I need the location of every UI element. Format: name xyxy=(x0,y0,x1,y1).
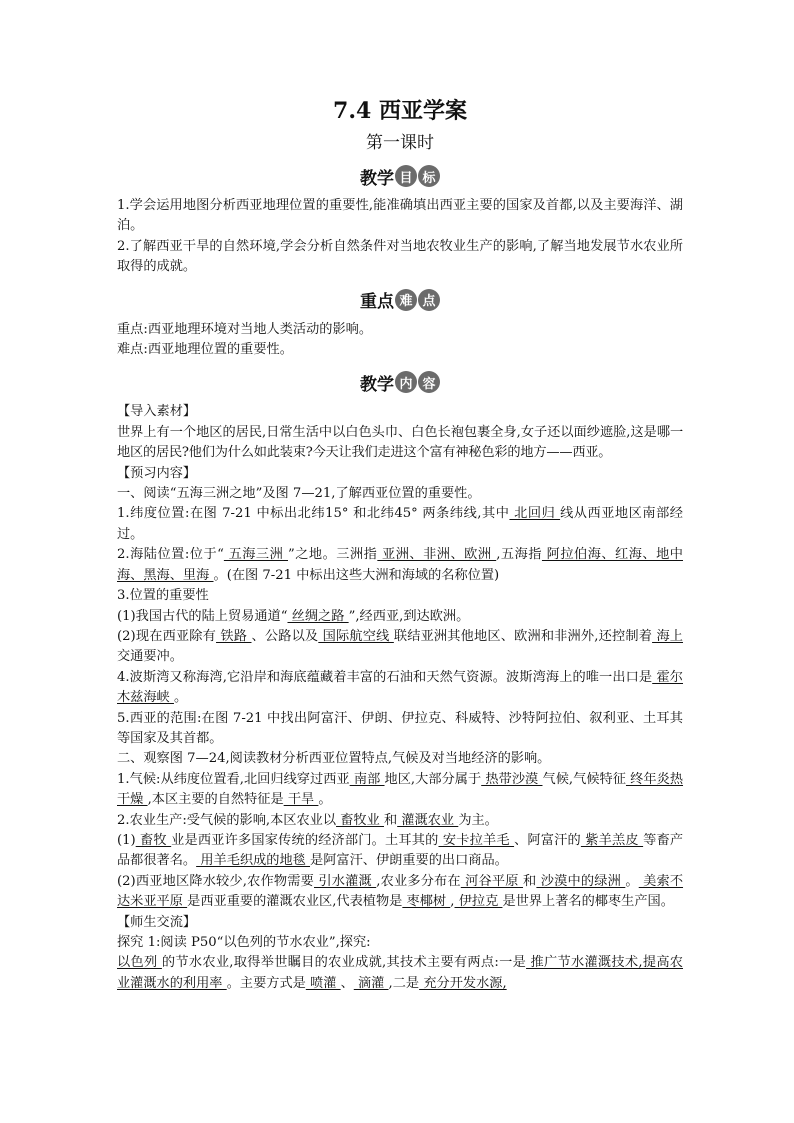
answer-blank: 畜牧 xyxy=(135,832,172,848)
answer-blank: 终年炎热干燥 xyxy=(117,771,684,808)
answer-blank: 伊拉克 xyxy=(454,894,503,910)
answer-blank: 推广节水灌溉技术,提高农业灌溉水的利用率 xyxy=(117,955,683,991)
preview-line: 3.位置的重要性 xyxy=(117,588,209,604)
preview-line: (1)我国古代的陆上贸易通道“ 丝绸之路 ”,经西亚,到达欧洲。 xyxy=(117,608,470,624)
section-heading-content xyxy=(117,368,683,396)
page-subtitle: 第一课时 xyxy=(366,133,434,153)
exchange-line: 探究 1:阅读 P50“以色列的节水农业”,探究: xyxy=(117,935,371,950)
answer-blank: 国际航空线 xyxy=(318,628,394,644)
goal-item: 2.了解西亚干旱的自然环境,学会分析自然条件对当地农牧业生产的影响,了解当地发展节水农业所取得的成就。 xyxy=(117,238,683,275)
section-heading-text: 教学 xyxy=(360,374,394,395)
preview-line: 1.纬度位置:在图 7-21 中标出北纬15° 和北纬45° 两条纬线,其中 北回归 线从西亚地区南部经过。 xyxy=(117,506,683,542)
section-badge: 目 xyxy=(395,165,417,187)
preview-line: 2.农业生产:受气候的影响,本区农业以 畜牧业 和 灌溉农业 为主。 xyxy=(117,812,498,828)
intro-header: 【导入素材】 xyxy=(117,404,197,420)
preview-header: 【预习内容】 xyxy=(117,465,197,481)
answer-blank: 枣椰树 xyxy=(402,894,451,910)
section-badge: 点 xyxy=(418,289,440,311)
answer-blank: 引水灌溉 xyxy=(314,873,377,889)
answer-blank: 安卡拉羊毛 xyxy=(438,832,515,848)
preview-line: (2)现在西亚除有 铁路 、公路以及 国际航空线 联结亚洲其他地区、欧洲和非洲外,还控制着 海上 交通要冲。 xyxy=(117,628,683,665)
page-title: 7.4 西亚学案 xyxy=(333,98,467,124)
exchange-header: 【师生交流】 xyxy=(117,914,197,930)
answer-blank: 霍尔木兹海峡 xyxy=(117,669,683,706)
answer-blank: 铁路 xyxy=(216,628,252,644)
answer-blank: 美索不达米亚平原 xyxy=(117,873,684,910)
answer-blank: 亚洲、非洲、欧洲 xyxy=(377,547,497,563)
answer-blank: 五海三洲 xyxy=(223,547,288,563)
goal-item: 1.学会运用地图分析西亚地理位置的重要性,能准确填出西亚主要的国家及首都,以及主要海洋、湖泊。 xyxy=(117,198,683,234)
preview-line: (1) 畜牧 业是西亚许多国家传统的经济部门。土耳其的 安卡拉羊毛 、阿富汗的 紫羊羔皮 等畜产品都很著名。 用羊毛织成的地毯 是阿富汗、伊朗重要的出口商品。 xyxy=(117,832,684,869)
preview-line: 2.海陆位置:位于“ 五海三洲 ”之地。三洲指 亚洲、非洲、欧洲 ,五海指 阿拉伯海、红海、地中海、黑海、里海 。(在图 7-21 中标出这些大洲和海域的名称位置) xyxy=(117,547,683,583)
intro-text: 世界上有一个地区的居民,日常生活中以白色头巾、白色长袍包裹全身,女子还以面纱遮脸,这是哪一地区的居民?他们为什么如此装束?今天让我们走进这个富有神秘色彩的地方——西亚。 xyxy=(117,424,683,461)
section-heading-goals xyxy=(117,162,683,190)
answer-blank: 畜牧业 xyxy=(336,812,384,828)
answer-blank: 喷灌 xyxy=(305,975,341,991)
section-badge: 内 xyxy=(395,371,417,393)
answer-blank: 阿拉伯海、红海、地中海、黑海、里海 xyxy=(117,547,683,583)
section-heading-key xyxy=(117,286,683,314)
preview-line: 二、观察图 7—24,阅读教材分析西亚位置特点,气候及对当地经济的影响。 xyxy=(117,751,551,767)
answer-blank: 海上 xyxy=(652,628,683,644)
answer-blank: 干旱 xyxy=(283,792,319,808)
answer-blank: 灌溉农业 xyxy=(397,812,459,828)
section-badge: 标 xyxy=(418,165,440,187)
answer-blank: 热带沙漠 xyxy=(481,771,543,787)
key-point: 重点:西亚地理环境对当地人类活动的影响。 xyxy=(117,321,373,337)
exchange-line: 以色列 的节水农业,取得举世瞩目的农业成就,其技术主要有两点:一是 推广节水灌溉技术,提高农业灌溉水的利用率 。主要方式是 喷灌 、 滴灌 ,二是 充分开发水源, xyxy=(117,955,683,991)
difficult-point: 难点:西亚地理位置的重要性。 xyxy=(117,342,293,358)
section-badge: 难 xyxy=(395,289,417,311)
preview-line: 一、阅读“五海三洲之地”及图 7—21,了解西亚位置的重要性。 xyxy=(117,486,481,502)
answer-blank: 滴灌 xyxy=(353,975,389,991)
section-heading-text: 重点 xyxy=(360,292,394,313)
section-heading-text: 教学 xyxy=(360,168,394,189)
section-badge: 容 xyxy=(418,371,440,393)
answer-blank: 北回归 xyxy=(509,506,561,522)
document-page xyxy=(117,96,683,994)
answer-blank: 丝绸之路 xyxy=(287,608,349,624)
answer-blank: 充分开发水源, xyxy=(419,975,507,991)
answer-blank: 用羊毛织成的地毯 xyxy=(196,853,311,869)
preview-line: 5.西亚的范围:在图 7-21 中找出阿富汗、伊朗、伊拉克、科威特、沙特阿拉伯、叙利亚、土耳其等国家及其首都。 xyxy=(117,710,683,746)
preview-line: 4.波斯湾又称海湾,它沿岸和海底蕴藏着丰富的石油和天然气资源。波斯湾海上的唯一出口是 霍尔木兹海峡 。 xyxy=(117,669,683,706)
answer-blank: 河谷平原 xyxy=(460,873,524,889)
answer-blank: 以色列 xyxy=(117,955,162,971)
preview-line: 1.气候:从纬度位置看,北回归线穿过西亚 南部 地区,大部分属于 热带沙漠 气候,气候特征 终年炎热干燥 ,本区主要的自然特征是 干旱 。 xyxy=(117,771,684,808)
answer-blank: 紫羊羔皮 xyxy=(580,832,644,848)
answer-blank: 南部 xyxy=(349,771,385,787)
answer-blank: 沙漠中的绿洲 xyxy=(536,873,626,889)
preview-line: (2)西亚地区降水较少,农作物需要 引水灌溉 ,农业多分布在 河谷平原 和 沙漠中的绿洲 。 美索不达米亚平原 是西亚重要的灌溉农业区,代表植物是 枣椰树 , 伊拉克 是世界上著名的椰枣生产国。 xyxy=(117,873,684,910)
